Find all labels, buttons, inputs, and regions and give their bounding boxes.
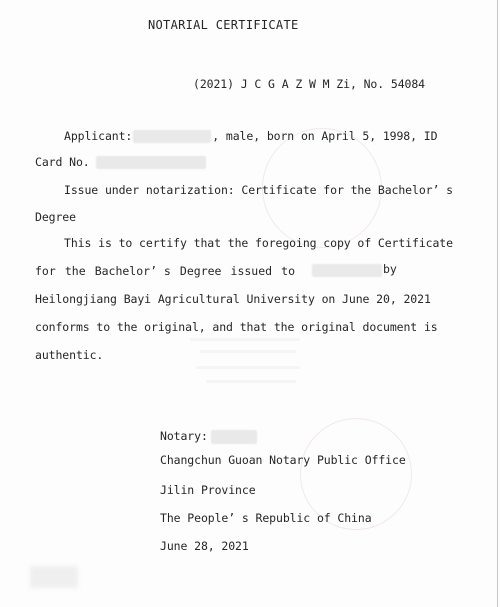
body-line-5: authentic. — [35, 348, 104, 362]
body-word: issued — [230, 264, 273, 278]
body-word: Degree — [179, 264, 222, 278]
bleed-through-mark — [206, 380, 296, 383]
body-word: the — [64, 264, 86, 278]
bleed-through-mark — [200, 350, 296, 353]
body-line-4: conforms to the original, and that the original document is — [35, 320, 438, 334]
body-line-2-end: by — [383, 262, 397, 276]
redacted-corner-mark — [30, 566, 78, 588]
body-word: Bachelor’ s — [94, 264, 171, 278]
reference-number: (2021) J C G A Z W M Zi, No. 54084 — [193, 77, 426, 91]
notary-line — [160, 429, 257, 444]
body-word: for — [35, 264, 56, 278]
card-label: Card No. — [35, 155, 90, 169]
notary-office: Changchun Guoan Notary Public Office — [160, 453, 406, 467]
page-edge — [497, 0, 498, 607]
redacted-applicant-name — [133, 130, 211, 143]
document-title: NOTARIAL CERTIFICATE — [148, 18, 299, 32]
body-line-3: Heilongjiang Bayi Agricultural University on June 20, 2021 — [35, 292, 431, 306]
certificate-date: June 28, 2021 — [160, 539, 249, 553]
issue-line-2: Degree — [35, 210, 76, 224]
redacted-recipient-name — [312, 264, 382, 277]
card-line — [35, 155, 206, 169]
notary-label: Notary: — [160, 429, 208, 443]
province: Jilin Province — [160, 483, 256, 497]
bleed-through-mark — [190, 338, 300, 341]
body-line-1: This is to certify that the foregoing copy of Certificate — [64, 236, 453, 250]
issue-line-1: Issue under notarization: Certificate for the Bachelor’ s — [64, 183, 453, 197]
applicant-label: Applicant: — [64, 129, 133, 143]
applicant-details: , male, born on April 5, 1998, ID — [212, 129, 438, 143]
bleed-through-mark — [196, 366, 300, 369]
redacted-notary-name — [211, 430, 257, 444]
country: The People’ s Republic of China — [160, 511, 372, 525]
body-word: to — [281, 264, 295, 278]
redacted-id-number — [96, 156, 206, 169]
body-line-2 — [35, 264, 295, 278]
applicant-line — [64, 129, 437, 143]
